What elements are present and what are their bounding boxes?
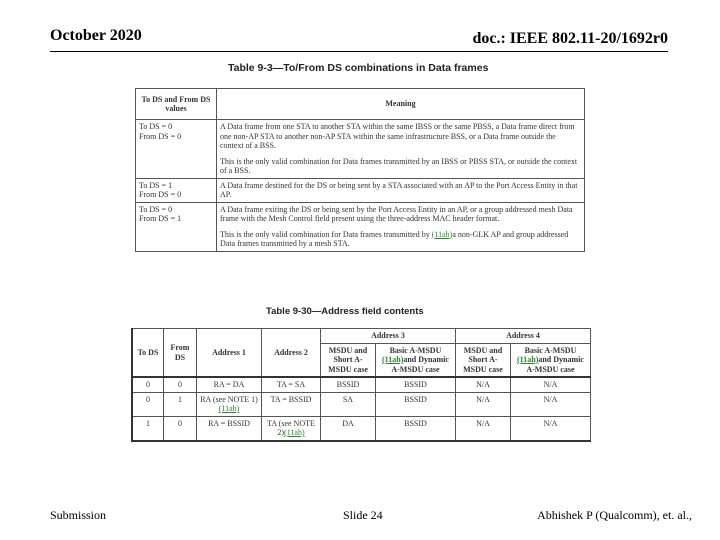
- address4-basic-cell: N/A: [510, 377, 590, 392]
- address3-basic-cell: BSSID: [375, 392, 455, 416]
- address2-text: TA (see NOTE 2): [267, 418, 315, 437]
- meaning-text-part: a non-GLK AP and group addressed Data frames transmitted by a mesh STA.: [220, 229, 569, 248]
- 11ah-link[interactable]: (11ah): [218, 404, 240, 413]
- address1-header: Address 1: [197, 329, 262, 378]
- address3-basic-cell: BSSID: [375, 377, 455, 392]
- to-ds-cell: 0: [132, 377, 164, 392]
- address4-basic-cell: N/A: [510, 392, 590, 416]
- ds-combinations-table: [135, 88, 585, 252]
- footer-submission: Submission: [50, 508, 107, 522]
- address3-msdu-header: MSDU and Short A-MSDU case: [321, 343, 376, 377]
- header-rule: [50, 51, 668, 52]
- table-header-row: [132, 329, 591, 344]
- ds-values-header: To DS and From DS values: [136, 89, 217, 120]
- address4-basic-cell: N/A: [510, 416, 590, 441]
- from-ds-value: From DS = 0: [139, 190, 182, 199]
- address3-msdu-cell: DA: [321, 416, 376, 441]
- address3-header: Address 3: [321, 329, 456, 344]
- table-row: [132, 416, 591, 441]
- from-ds-cell: 0: [164, 416, 197, 441]
- address2-cell: TA = SA: [262, 377, 321, 392]
- address3-basic-cell: BSSID: [375, 416, 455, 441]
- table-row: [136, 178, 585, 202]
- 11ah-link[interactable]: (11ah): [382, 355, 404, 364]
- meaning-text-part: This is the only valid combination for Data frames transmitted by: [220, 229, 432, 239]
- table-row: [132, 392, 591, 416]
- table2-caption: Table 9-30—Address field contents: [266, 306, 424, 317]
- address4-msdu-header: MSDU and Short A-MSDU case: [455, 343, 510, 377]
- meaning-cell: [217, 120, 585, 179]
- table-row: [132, 377, 591, 392]
- meaning-text: [220, 230, 581, 249]
- address-field-table: [131, 328, 591, 442]
- 11ah-link[interactable]: (11ah): [431, 229, 453, 239]
- from-ds-value: From DS = 1: [139, 214, 182, 223]
- meaning-text: A Data frame destined for the DS or being sent by a STA associated with an AP to the Port Access Entity in that AP.: [220, 180, 578, 199]
- meaning-text: A Data frame from one STA to another STA within the same IBSS or the same PBSS, a Data frame direct from one non-AP STA to another non-AP STA within the same infrastructure BSS, or a Data frame outside the context of a BSS.: [220, 122, 575, 150]
- address4-msdu-cell: N/A: [455, 416, 510, 441]
- meaning-text: A Data frame exiting the DS or being sent by the Port Access Entity in an AP, or a group addressed mesh Data frame with the Mesh Control field present using the three-address MAC header format.: [220, 204, 573, 223]
- address2-header: Address 2: [262, 329, 321, 378]
- from-ds-header: From DS: [164, 329, 197, 378]
- address1-text: RA (see NOTE 1): [200, 394, 258, 404]
- to-ds-cell: 1: [132, 416, 164, 441]
- meaning-text: This is the only valid combination for Data frames transmitted by an IBSS or PBSS STA, or outside the context of a BSS.: [220, 156, 578, 175]
- from-ds-value: From DS = 0: [139, 131, 182, 141]
- address1-cell: [197, 392, 262, 416]
- address4-msdu-cell: N/A: [455, 377, 510, 392]
- address4-basic-header: [510, 343, 590, 377]
- to-ds-value: To DS = 0: [139, 204, 173, 214]
- meaning-cell: [217, 178, 585, 202]
- table1-caption: Table 9-3—To/From DS combinations in Data frames: [228, 62, 489, 74]
- 11ah-link[interactable]: (11ah): [517, 355, 539, 364]
- to-ds-cell: 0: [132, 392, 164, 416]
- to-ds-value: To DS = 1: [139, 180, 173, 190]
- table-row: [136, 202, 585, 251]
- to-ds-header: To DS: [132, 329, 164, 378]
- ds-cell: [136, 120, 217, 179]
- ds-cell: [136, 202, 217, 251]
- meaning-header: Meaning: [217, 89, 585, 120]
- footer-slide-number: Slide 24: [343, 508, 383, 522]
- address1-cell: RA = BSSID: [197, 416, 262, 441]
- header-doc-id: doc.: IEEE 802.11-20/1692r0: [472, 30, 668, 47]
- table-header-row: [136, 89, 585, 120]
- from-ds-cell: 1: [164, 392, 197, 416]
- table-row: [136, 120, 585, 179]
- footer-authors: Abhishek P (Qualcomm), et. al.,: [537, 508, 692, 522]
- ds-cell: [136, 178, 217, 202]
- address3-basic-header: [375, 343, 455, 377]
- address3-msdu-cell: SA: [321, 392, 376, 416]
- address3-msdu-cell: BSSID: [321, 377, 376, 392]
- address4-header: Address 4: [455, 329, 590, 344]
- meaning-cell: [217, 202, 585, 251]
- 11ah-link[interactable]: (11ah): [284, 428, 305, 437]
- to-ds-value: To DS = 0: [139, 122, 173, 131]
- address2-cell: [262, 416, 321, 441]
- address4-msdu-cell: N/A: [455, 392, 510, 416]
- address1-cell: RA = DA: [197, 377, 262, 392]
- address2-cell: TA = BSSID: [262, 392, 321, 416]
- basic-label: Basic A-MSDU: [389, 345, 442, 355]
- header-date: October 2020: [50, 27, 142, 44]
- basic-label-suffix: and Dynamic A-MSDU case: [526, 355, 584, 374]
- basic-label: Basic A-MSDU: [524, 345, 577, 355]
- from-ds-cell: 0: [164, 377, 197, 392]
- basic-label-suffix: and Dynamic A-MSDU case: [391, 355, 449, 374]
